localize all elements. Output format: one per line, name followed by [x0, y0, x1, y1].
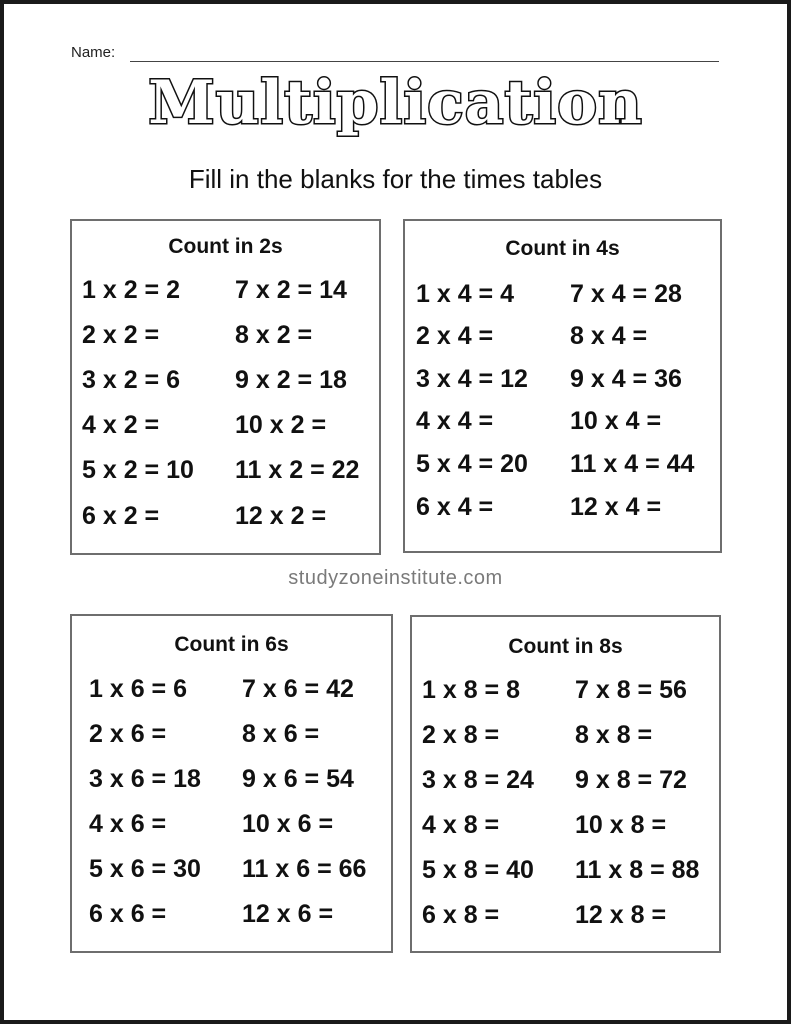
fact-cell: 9 x 2 = 18: [235, 366, 347, 394]
fact-cell: 10 x 2 =: [235, 411, 327, 439]
fact-cell: 10 x 6 =: [242, 810, 334, 838]
worksheet-instructions: Fill in the blanks for the times tables: [188, 164, 603, 194]
fact-cell: 7 x 8 = 56: [575, 676, 687, 704]
fact-cell: 9 x 6 = 54: [242, 765, 354, 793]
fact-cell: 4 x 4 =: [416, 407, 494, 435]
fact-cell: 1 x 6 = 6: [89, 675, 187, 703]
fact-cell: 3 x 8 = 24: [422, 766, 534, 794]
fact-cell: 2 x 6 =: [89, 720, 167, 748]
box-title: Count in 6s: [174, 633, 289, 656]
box-title: Count in 4s: [505, 237, 620, 260]
fact-cell: 4 x 2 =: [82, 411, 160, 439]
fact-cell: 6 x 4 =: [416, 493, 494, 521]
fact-cell: 11 x 6 = 66: [242, 855, 367, 883]
fact-cell: 10 x 8 =: [575, 811, 667, 839]
fact-cell: 10 x 4 =: [570, 407, 662, 435]
fact-cell: 5 x 4 = 20: [416, 450, 528, 478]
fact-cell: 9 x 4 = 36: [570, 365, 682, 393]
fact-cell: 7 x 2 = 14: [235, 276, 347, 304]
fact-cell: 5 x 2 = 10: [82, 456, 194, 484]
times-table-box-2s: [70, 219, 381, 555]
fact-cell: 4 x 6 =: [89, 810, 167, 838]
fact-cell: 9 x 8 = 72: [575, 766, 687, 794]
site-watermark: studyzoneinstitute.com: [288, 567, 503, 589]
fact-cell: 5 x 6 = 30: [89, 855, 201, 883]
name-label: Name:: [71, 44, 116, 61]
fact-cell: 8 x 2 =: [235, 321, 313, 349]
box-title: Count in 2s: [168, 235, 283, 258]
times-table-box-4s: [403, 219, 722, 553]
fact-cell: 8 x 4 =: [570, 322, 648, 350]
worksheet-title: Multiplication: [148, 68, 643, 138]
fact-cell: 5 x 8 = 40: [422, 856, 534, 884]
fact-cell: 6 x 6 =: [89, 900, 167, 928]
fact-cell: 3 x 4 = 12: [416, 365, 528, 393]
fact-cell: 7 x 4 = 28: [570, 280, 682, 308]
fact-cell: 8 x 6 =: [242, 720, 320, 748]
fact-cell: 12 x 4 =: [570, 493, 662, 521]
fact-cell: 3 x 6 = 18: [89, 765, 201, 793]
fact-cell: 2 x 4 =: [416, 322, 494, 350]
fact-cell: 3 x 2 = 6: [82, 366, 180, 394]
fact-cell: 1 x 4 = 4: [416, 280, 514, 308]
fact-cell: 12 x 2 =: [235, 502, 327, 530]
fact-cell: 4 x 8 =: [422, 811, 500, 839]
fact-cell: 11 x 4 = 44: [570, 450, 695, 478]
fact-cell: 12 x 8 =: [575, 901, 667, 929]
times-table-box-8s: [410, 615, 721, 953]
fact-cell: 2 x 2 =: [82, 321, 160, 349]
times-table-box-6s: [70, 614, 393, 953]
box-title: Count in 8s: [508, 635, 623, 658]
fact-cell: 7 x 6 = 42: [242, 675, 354, 703]
fact-cell: 11 x 8 = 88: [575, 856, 700, 884]
fact-cell: 8 x 8 =: [575, 721, 653, 749]
fact-cell: 2 x 8 =: [422, 721, 500, 749]
fact-cell: 6 x 8 =: [422, 901, 500, 929]
fact-cell: 11 x 2 = 22: [235, 456, 360, 484]
fact-cell: 6 x 2 =: [82, 502, 160, 530]
fact-cell: 1 x 2 = 2: [82, 276, 180, 304]
fact-cell: 12 x 6 =: [242, 900, 334, 928]
name-field-line[interactable]: [130, 61, 719, 62]
fact-cell: 1 x 8 = 8: [422, 676, 520, 704]
